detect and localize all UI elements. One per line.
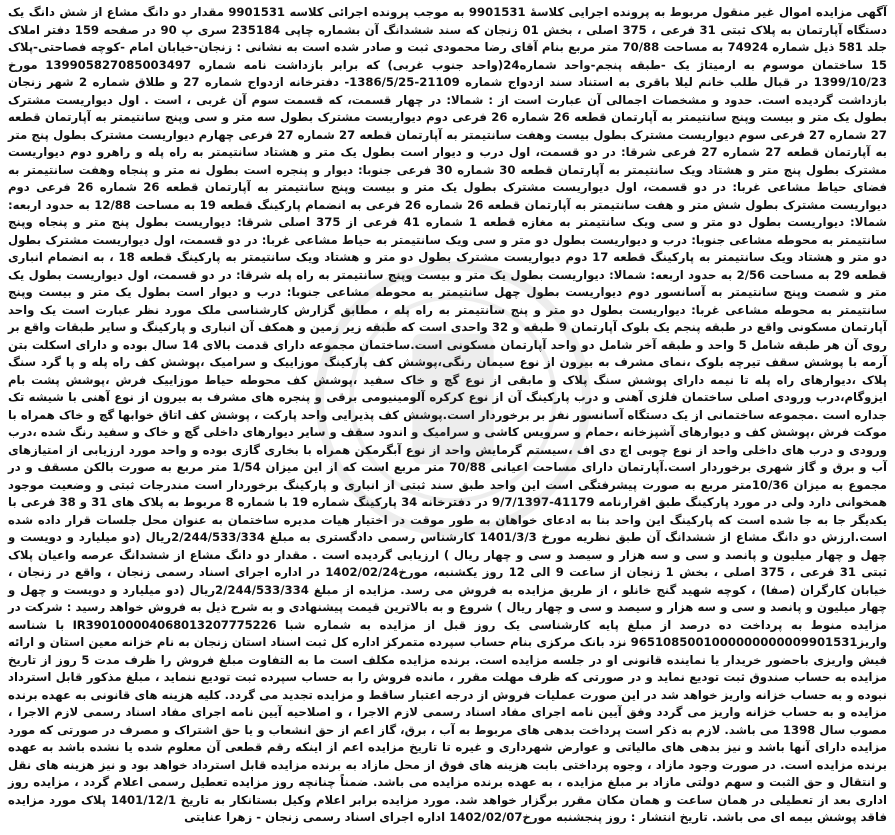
notice-body-text: آگهی مزایده اموال غیر منقول مربوط به پرونده اجرایی کلاسهٔ 9901531 به موجب پرونده اجرائی کلاسه 9901531 مقدار دو دانگ مشاع از شش دانگ یک دستگاه آپارتمان به پلاک ثبتی 31 فرعی ، 375 اصلی ، بخش 01 زنجان که سند ششدانگ آن بشماره چاپی 235184 سری پ 90 در صفحه 159 دفتر املاک جلد 581 ذیل شماره 74924 به مساحت 70/88 متر مربع بنام آقای رضا محمودی ثبت و صادر شده است به نشانی : زنجان-خیابان امام -کوچه فصاحتی-پلاک 15 ساختمان موسوم به ارمیتاژ یک -طبقه پنجم-واحد شماره24(واحد جنوب غربی) که برابر بازداشت نامه شماره 139905827085003497 مورخ 1399/10/23 در قبال طلب خانم لیلا باقری به استناد سند ازدواج شماره 21109-1386/5/25- دفترخانه ازدواج شماره 27 و طلاق شماره 2 شهر زنجان بازداشت گردیده است. حدود و مشخصات اجمالی آن عبارت است از : شمالا: در چهار قسمت، که قسمت سوم آن غربی ، است . اول دیواریست مشترک بطول یک متر و بیست وپنج سانتیمتر به آپارتمان قطعه 26 شماره 26 فرعی دوم دیواریست مشترک بطول سه متر و سی وپنج سانتیمتر به آپارتمان قطعه 27 شماره 27 فرعی سوم دیواریست مشترک بطول بیست وهفت سانتیمتر به آپارتمان قطعه 27 شماره 27 فرعی چهارم دیواریست مشترک بطول پنج متر به آپارتمان قطعه 27 شماره 27 فرعی شرقا: در دو قسمت، اول درب و دیوار است بطول یک متر و هشتاد سانتیمتر به راه پله و راهرو دوم دیواریست مشترک بطول پنج متر و هشتاد ویک سانتیمتر به آپارتمان قطعه 30 شماره 30 فرعی جنوبا: دیوار و پنجره است بطول نه متر و پنجاه وهفت سانتیمتر به فضای حیاط مشاعی غربا: در دو قسمت، اول دیواریست مشترک بطول یک متر و بیست وپنج سانتیمتر به آپارتمان قطعه 26 شماره 26 فرعی دوم دیواریست مشترک بطول شش متر و هفت سانتیمتر به آپارتمان قطعه 26 شماره 26 فرعی به انضمام پارکینگ قطعه 19 به مساحت 12/88 به حدود اربعه: شمالا: دیواریست بطول دو متر و سی ویک سانتیمتر به مغازه قطعه 1 شماره 41 فرعی از 375 اصلی شرقا: دیواریست بطول پنج متر و پنجاه وپنج سانتیمتر به محوطه مشاعی جنوبا: درب و دیواریست بطول دو متر و سی ویک سانتیمتر به حیاط مشاعی غربا: در دو قسمت، اول دیواریست مشترک بطول دو متر و هشتاد ویک سانتیمتر به پارکینگ قطعه 17 دوم دیواریست مشترک بطول دو متر و هشتاد ویک سانتیمتر به پارکینگ قطعه 18 ، به انضمام انباری قطعه 29 به مساحت 2/56 به حدود اربعه: شمالا: دیواریست بطول یک متر و بیست وپنج سانتیمتر به راه پله شرقا: در دو قسمت، اول دیواریست بطول یک متر و شصت وپنج سانتیمتر به آسانسور دوم دیواریست بطول چهل سانتیمتر به محوطه مشاعی جنوبا: درب و دیوار است بطول یک متر و بیست وپنج سانتیمتر به محوطه مشاعی غربا: دیواریست بطول دو متر و پنج سانتیمتر به راه پله ، مطابق گزارش کارشناسی ملک مورد نظر عبارت است یک واحد آپارتمان مسکونی واقع در طبقه پنجم یک بلوک آپارتمان 9 طبقه و 32 واحدی است که طبقه زیر زمین و همکف آن انباری و پارکینگ و سایر طبقات واقع بر روی آن هر طبقه شامل 5 واحد و طبقه آخر شامل دو واحد آپارتمان مسکونی است.ساختمان مجموعه دارای قدمت بالای 14 سال بوده و دارای اسکلت بتن آرمه با پوشش سقف تیرچه بلوک ،نمای مشرف به بیرون از نوع سیمان رنگی،پوشش کف پارکینگ موزاییک و سرامیک ،پوشش کف راه پله و پا گرد سنگ پلاک ،دیوارهای راه پله تا نیمه دارای پوشش سنگ پلاک و مابقی از نوع گچ و خاک سفید ،پوشش کف محوطه حیاط موزاییک فرش ،پوشش پشت بام ایزوگام،درب ورودی اصلی ساختمان فلزی آهنی و درب پارکینگ آن از نوع کرکره آلومینیومی برقی و پنجره های مشرف به بیرون از نوع آهنی با شیشه تک جداره است .مجموعه ساختمانی از یک دستگاه آسانسور نفر بر برخوردار است.پوشش کف پذیرایی واحد پارکت ، پوشش کف اتاق خوابها گچ و خاک همراه با موکت فرش ،پوشش کف و دیوارهای آشپزخانه ،حمام و سرویس کاشی و سرامیک و اندود سقف و سایر دیوارهای داخلی گچ و خاک و سفید رنگ شده ،درب ورودی و درب های داخلی واحد از نوع چوبی اچ دی اف ،سیستم گرمایش واحد از نوع آبگرمکن همراه با بخاری گازی بوده و واحد مورد ارزیابی از امتیازهای آب و برق و گاز شهری برخوردار است.آپارتمان دارای مساحت اعیانی 70/88 متر مربع است که از این میزان 1/54 متر مربع به صورت بالکن مسقف و در مجموع به میزان 10/36متر مربع به صورت پیشرفتگی است این واحد طبق سند ثبتی از انباری و پارکینگ برخوردار است مندرجات ثبتی و وضعیت موجود همخوانی دارد ولی در مورد پارکینگ طبق اقرارنامه 41179-9/7/1397 در دفترخانه 34 پارکینگ شماره 19 با شماره 8 مربوط به پلاک های 31 و 38 فرعی با یکدیگر جا به جا شده است که پارکینگ این واحد بنا به ادعای خواهان به طور موقت در اختیار هیات مدیره ساختمان به عنوان محل جلسات قرار داده شده است.ارزش دو دانگ مشاع از ششدانگ آن طبق نظریه مورخ 1401/3/3 کارشناس رسمی دادگستری به مبلغ 2/244/533/334ریال (دو میلیارد و دویست و چهل و چهار میلیون و پانصد و سی و سه هزار و سیصد و سی و چهار ریال ) ارزیابی گردیده است . مقدار دو دانگ مشاع از ششدانگ عرصه واعیان پلاک ثبتی 31 فرعی ، 375 اصلی ، بخش 1 زنجان از ساعت 9 الی 12 روز یکشنبه، مورخ1402/02/24 در اداره اجرای اسناد رسمی زنجان ، واقع در زنجان ، خیابان کارگران (صفا) ، کوچه شهید گنج خانلو ، از طریق مزایده به فروش می رسد. مزایده از مبلغ 2/244/533/334ریال (دو میلیارد و دویست و چهل و چهار میلیون و پانصد و سی و سه هزار و سیصد و سی و چهار ریال ) شروع و به بالاترین قیمت پیشنهادی و به شرح ذیل به فروش خواهد رسید : شرکت در مزایده منوط به پرداخت ده درصد از مبلغ پایه کارشناسی یک روز قبل از مزایده به شماره شبا IR390100004068013207775226 با شناسه واریز9651085001000000000009901531 نزد بانک مرکزی بنام حساب سپرده متمرکز اداره کل ثبت اسناد استان زنجان به نام خزانه معین استان و ارائه فیش واریزی باحضور خریدار یا نماینده قانونی او در جلسه مزایده است. برنده مزایده مکلف است ما به التفاوت مبلغ فروش را ظرف مدت 5 روز از تاریخ مزایده به حساب صندوق ثبت تودیع نماید و در صورتی که ظرف مهلت مقرر ، مانده فروش را به حساب سپرده ثبت تودیع ننماید ، مبلغ مذکور قابل استرداد نبوده و به حساب خزانه واریز خواهد شد در این صورت عملیات فروش از درجه اعتبار ساقط و مزایده تجدید می گردد. کلیه هزینه های قانونی به عهده برنده مزایده و به حساب خزانه واریز می گردد وفق آیین نامه اجرای مفاد اسناد رسمی لازم الاجرا ، و اصلاحیه آیین نامه اجرای مفاد اسناد رسمی لازم الاجرا ، مصوب سال 1398 می باشد. لازم به ذکر است پرداخت بدهی های مربوط به آب ، برق، گاز اعم از حق انشعاب و یا حق اشتراک و مصرف در صورتی که مورد مزایده دارای آنها باشد و نیز بدهی های مالیاتی و عوارض شهرداری و غیره تا تاریخ مزایده اعم از اینکه رقم قطعی آن معلوم شده یا نشده باشد به عهده برنده مزایده است. در صورت وجود مازاد ، وجوه پرداختی بابت هزینه های فوق از محل مازاد به برنده مزایده قابل استرداد خواهد بود و نیز هزینه های نقل و انتقال و حق الثبت و سهم دولتی مازاد بر مبلغ مزایده ، به عهده برنده مزایده می باشد. ضمناً چنانچه روز مزایده تعطیل رسمی اعلام گردد ، مزایده روز اداری بعد از تعطیلی در همان ساعت و همان مکان مقرر برگزار خواهد شد. مورد مزایده برابر اعلام وکیل بستانکار به تاریخ 1401/12/1 پلاک مورد مزایده فاقد پوشش بیمه ای می باشد. تاریخ انتشار : روز پنجشنبه مورخ1402/02/07 اداره اجرای اسناد رسمی زنجان - زهرا عنایتی bbox=[8, 5, 888, 824]
notice-document bbox=[8, 4, 887, 827]
